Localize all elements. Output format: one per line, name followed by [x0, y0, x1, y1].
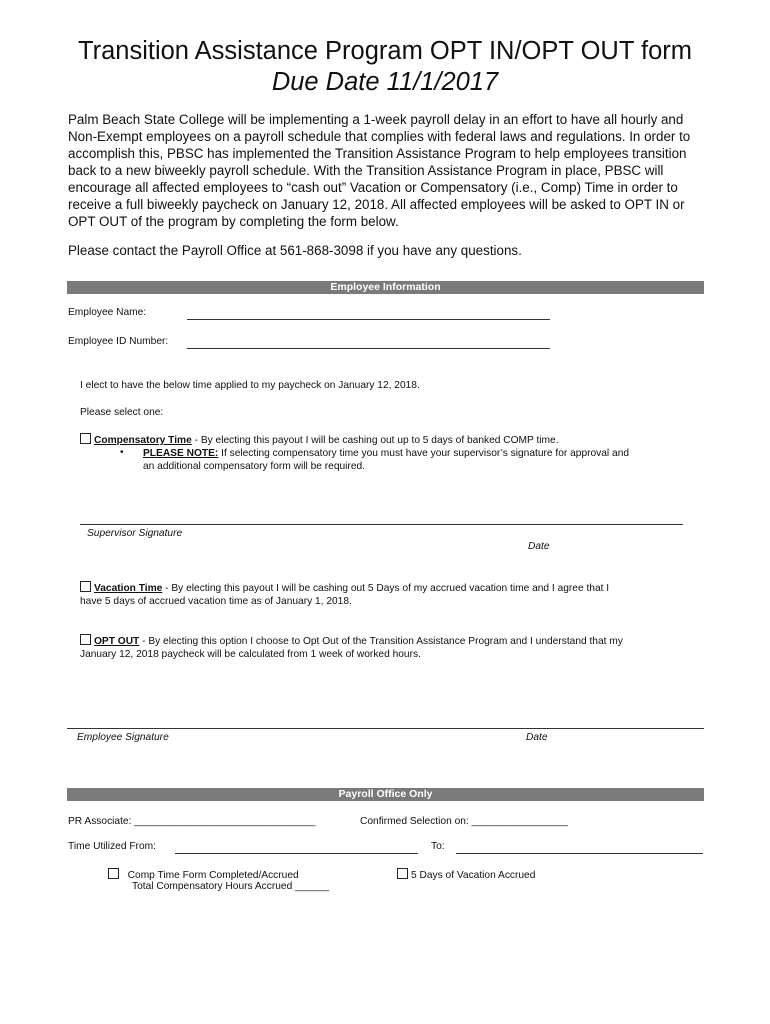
time-from-field[interactable]	[175, 853, 418, 854]
employee-id-field[interactable]	[187, 348, 550, 349]
vacation-text-2: have 5 days of accrued vacation time as of January 1, 2018.	[80, 596, 352, 607]
vacation-accrued-option	[397, 868, 535, 881]
note-title: PLEASE NOTE:	[143, 448, 219, 459]
form-title: Transition Assistance Program OPT IN/OPT OUT form	[77, 37, 693, 65]
opt-out-checkbox[interactable]	[80, 634, 91, 645]
employee-date-label: Date	[526, 732, 548, 743]
vacation-accrued-label: 5 Days of Vacation Accrued	[411, 870, 536, 881]
comp-title: Compensatory Time	[94, 435, 192, 446]
note-line-2: an additional compensatory form will be required.	[143, 461, 365, 472]
comp-form-checkbox[interactable]	[108, 868, 119, 879]
note-text-1: If selecting compensatory time you must have your supervisor’s signature for approval and	[218, 448, 630, 459]
optout-title: OPT OUT	[94, 636, 140, 647]
vacation-text-1: - By electing this payout I will be cashing out 5 Days of my accrued vacation time and I agree that I	[162, 583, 610, 594]
select-one-label: Please select one:	[80, 407, 164, 418]
supervisor-signature-line[interactable]	[80, 524, 683, 525]
intro-paragraph: Palm Beach State College will be implementing a 1-week payroll delay in an effort to have all hourly and Non-Exempt employees on a payroll schedule that complies with federal laws and regulations. In order to accomplish this, PBSC has implemented the Transition Assistance Program to help employees transition back to a new biweekly payroll schedule. With the Transition Assistance Program in place, PBSC will encourage all affected employees to “cash out” Vacation or Compensatory (i.e., Comp) Time in order to receive a full biweekly paycheck on January 12, 2018. All affected employees will be asked to OPT IN or OPT OUT of the program by completing the form below.	[68, 112, 691, 229]
employee-signature-label: Employee Signature	[77, 732, 169, 743]
supervisor-date-label: Date	[528, 541, 550, 552]
time-to-field[interactable]	[456, 853, 703, 854]
contact-text: Please contact the Payroll Office at 561-868-3098 if you have any questions.	[68, 243, 522, 258]
employee-name-label: Employee Name:	[68, 307, 147, 318]
employee-signature-line[interactable]	[67, 728, 704, 729]
note-bullet-icon: •	[120, 447, 124, 458]
due-date: Due Date 11/1/2017	[271, 68, 499, 96]
note-line-1	[143, 448, 629, 459]
vacation-accrued-checkbox[interactable]	[397, 868, 408, 879]
optout-text-1: - By electing this option I choose to Opt Out of the Transition Assistance Program and I understand that my	[139, 636, 623, 647]
confirmed-selection-field[interactable]: Confirmed Selection on: _________________	[360, 816, 568, 827]
time-from-label: Time Utilized From:	[68, 841, 156, 852]
total-comp-hours[interactable]: Total Compensatory Hours Accrued ______	[132, 881, 330, 892]
time-to-label: To:	[431, 841, 445, 852]
comp-option	[80, 433, 559, 446]
comp-time-checkbox[interactable]	[80, 433, 91, 444]
comp-text: - By electing this payout I will be cashing out up to 5 days of banked COMP time.	[191, 435, 559, 446]
employee-id-label: Employee ID Number:	[68, 336, 169, 347]
employee-info-header: Employee Information	[67, 281, 704, 294]
supervisor-signature-label: Supervisor Signature	[87, 528, 183, 539]
vacation-time-checkbox[interactable]	[80, 581, 91, 592]
payroll-office-header: Payroll Office Only	[67, 788, 704, 801]
vacation-title: Vacation Time	[94, 583, 163, 594]
comp-form-label: Comp Time Form Completed/Accrued	[127, 870, 299, 881]
optout-option	[80, 634, 623, 647]
comp-form-option	[108, 868, 299, 881]
employee-name-field[interactable]	[187, 319, 550, 320]
election-intro: I elect to have the below time applied to my paycheck on January 12, 2018.	[80, 380, 420, 391]
optout-text-2: January 12, 2018 paycheck will be calculated from 1 week of worked hours.	[80, 649, 421, 660]
vacation-option	[80, 581, 609, 594]
pr-associate-field[interactable]: PR Associate: ________________________________	[68, 816, 316, 827]
